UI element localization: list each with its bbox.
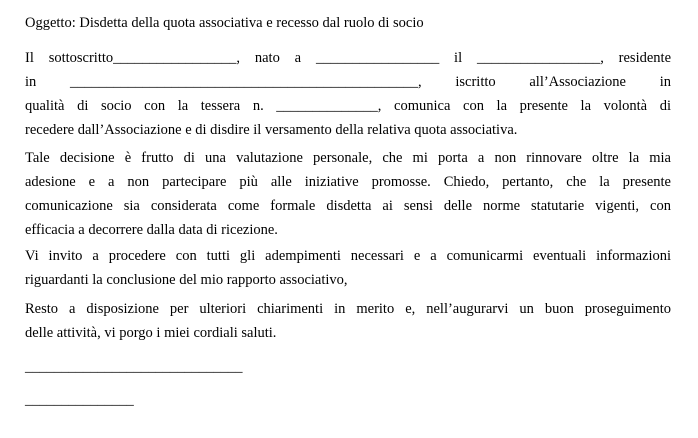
paragraph-line: Resto a disposizione per ulteriori chiarimenti in merito e, nell’augurarvi un buon proseguimento xyxy=(25,301,671,317)
paragraph-line: Tale decisione è frutto di una valutazione personale, che mi porta a non rinnovare oltre la mia xyxy=(25,150,671,166)
letter-subject: Oggetto: Disdetta della quota associativa e recesso dal ruolo di socio xyxy=(25,15,424,31)
paragraph-motivation xyxy=(25,146,671,242)
paragraph-line: efficacia a decorrere dalla data di ricezione. xyxy=(25,222,278,238)
date-line: _______________ xyxy=(25,392,134,408)
paragraph-line: comunicazione sia considerata come formale disdetta ai sensi delle norme statutarie vigenti, con xyxy=(25,198,671,214)
signature-line: ______________________________ xyxy=(25,359,243,375)
paragraph-line: riguardanti la conclusione del mio rapporto associativo, xyxy=(25,272,348,288)
paragraph-request xyxy=(25,244,671,292)
paragraph-closing xyxy=(25,297,671,345)
paragraph-line: Il sottoscritto_________________, nato a _________________ il _________________, residente xyxy=(25,50,671,66)
paragraph-line: recedere dall’Associazione e di disdire il versamento della relativa quota associativa. xyxy=(25,122,518,138)
paragraph-line: in ________________________________________________, iscritto all’Associazione in xyxy=(25,74,671,90)
paragraph-declaration xyxy=(25,46,671,142)
paragraph-line: delle attività, vi porgo i miei cordiali saluti. xyxy=(25,325,277,341)
paragraph-line: qualità di socio con la tessera n. ______________, comunica con la presente la volontà di xyxy=(25,98,671,114)
paragraph-line: adesione e a non partecipare più alle iniziative promosse. Chiedo, pertanto, che la presente xyxy=(25,174,671,190)
paragraph-line: Vi invito a procedere con tutti gli adempimenti necessari e a comunicarmi eventuali informazioni xyxy=(25,248,671,264)
